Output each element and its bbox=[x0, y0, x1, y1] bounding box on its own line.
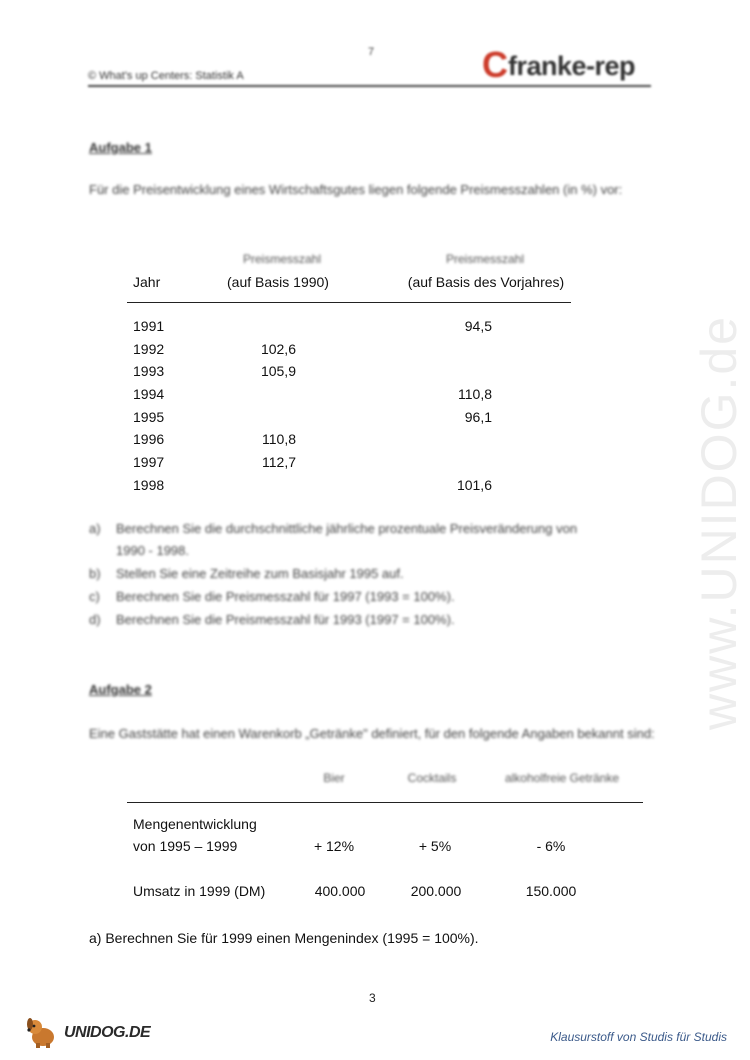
bier-umsatz-cell: 400.000 bbox=[314, 883, 366, 899]
task-text: Berechnen Sie die Preismesszahl für 1997 (1993 = 100%). bbox=[116, 589, 455, 604]
row-label-zeitraum: von 1995 – 1999 bbox=[133, 838, 238, 854]
task-item bbox=[89, 521, 578, 536]
year-cell: 1995 bbox=[133, 409, 165, 425]
col-cocktails-header: Cocktails bbox=[407, 771, 457, 785]
year-cell: 1998 bbox=[133, 477, 165, 493]
year-cell: 1992 bbox=[133, 341, 165, 357]
aufgabe2-title: Aufgabe 2 bbox=[89, 682, 152, 697]
table2-rule bbox=[127, 802, 643, 803]
cocktails-umsatz-cell: 200.000 bbox=[410, 883, 462, 899]
basis1990-cell: 110,8 bbox=[262, 431, 296, 447]
task-item bbox=[89, 612, 455, 627]
header-rule bbox=[88, 85, 651, 87]
task-item bbox=[89, 566, 404, 581]
task-text: Stellen Sie eine Zeitreihe zum Basisjahr 1995 auf. bbox=[116, 566, 404, 581]
unidog-logo-text: UNIDOG.DE bbox=[64, 1024, 151, 1041]
year-cell: 1993 bbox=[133, 363, 165, 379]
year-cell: 1994 bbox=[133, 386, 165, 402]
basis1990-cell: 112,7 bbox=[262, 454, 296, 470]
logo-text: franke-rep bbox=[508, 51, 636, 81]
basis1990-cell: 102,6 bbox=[260, 341, 296, 357]
year-cell: 1991 bbox=[133, 318, 165, 334]
col2-main-header: (auf Basis des Vorjahres) bbox=[407, 274, 565, 290]
col-year-header: Jahr bbox=[133, 274, 161, 290]
year-cell: 1997 bbox=[133, 454, 165, 470]
row-label-umsatz: Umsatz in 1999 (DM) bbox=[133, 883, 266, 899]
basis1990-cell: 105,9 bbox=[260, 363, 296, 379]
year-cell: 1996 bbox=[133, 431, 165, 447]
franke-rep-logo bbox=[482, 45, 657, 85]
task-text: Berechnen Sie die durchschnittliche jährliche prozentuale Preisveränderung von bbox=[116, 521, 578, 536]
vorjahr-cell: 94,5 bbox=[464, 318, 492, 334]
header-page-marker: 7 bbox=[368, 46, 375, 58]
col1-top-header: Preismesszahl bbox=[242, 252, 322, 266]
aufgabe1-intro: Für die Preisentwicklung eines Wirtschaftsgutes liegen folgende Preismesszahlen (in %) vor: bbox=[89, 182, 623, 197]
watermark: www.UNIDOG.de bbox=[691, 315, 747, 730]
dog-icon bbox=[24, 1015, 58, 1049]
vorjahr-cell: 110,8 bbox=[458, 386, 492, 402]
task-label: c) bbox=[89, 589, 100, 604]
task-label: a) bbox=[89, 521, 101, 536]
task-text-continued: 1990 - 1998. bbox=[116, 543, 190, 558]
aufgabe2-task-a: a) Berechnen Sie für 1999 einen Mengenindex (1995 = 100%). bbox=[89, 930, 479, 946]
aufgabe1-tasks bbox=[89, 521, 669, 631]
bier-menge-cell: + 12% bbox=[313, 838, 355, 854]
col1-main-header: (auf Basis 1990) bbox=[227, 274, 329, 290]
logo-mark: C bbox=[482, 44, 508, 85]
aufgabe1-title: Aufgabe 1 bbox=[89, 140, 152, 155]
vorjahr-cell: 101,6 bbox=[456, 477, 492, 493]
header-left-text: © What's up Centers: Statistik A bbox=[88, 70, 244, 82]
vorjahr-cell: 96,1 bbox=[464, 409, 492, 425]
alkoholfrei-menge-cell: - 6% bbox=[536, 838, 566, 854]
footer-slogan: Klausurstoff von Studis für Studis bbox=[550, 1030, 727, 1044]
page-number: 3 bbox=[369, 991, 376, 1005]
table1-rule bbox=[127, 302, 571, 303]
col-alkoholfrei-header: alkoholfreie Getränke bbox=[504, 771, 620, 785]
alkoholfrei-umsatz-cell: 150.000 bbox=[525, 883, 577, 899]
row-label-mengenentwicklung: Mengenentwicklung bbox=[133, 816, 257, 832]
cocktails-menge-cell: + 5% bbox=[418, 838, 452, 854]
aufgabe2-intro: Eine Gaststätte hat einen Warenkorb „Getränke" definiert, für den folgende Angaben bekannt sind: bbox=[89, 726, 655, 741]
col-bier-header: Bier bbox=[323, 771, 345, 785]
task-label: b) bbox=[89, 566, 101, 581]
task-text: Berechnen Sie die Preismesszahl für 1993 (1997 = 100%). bbox=[116, 612, 455, 627]
task-label: d) bbox=[89, 612, 101, 627]
task-item bbox=[89, 589, 455, 604]
col2-top-header: Preismesszahl bbox=[445, 252, 525, 266]
unidog-logo bbox=[24, 1015, 164, 1051]
